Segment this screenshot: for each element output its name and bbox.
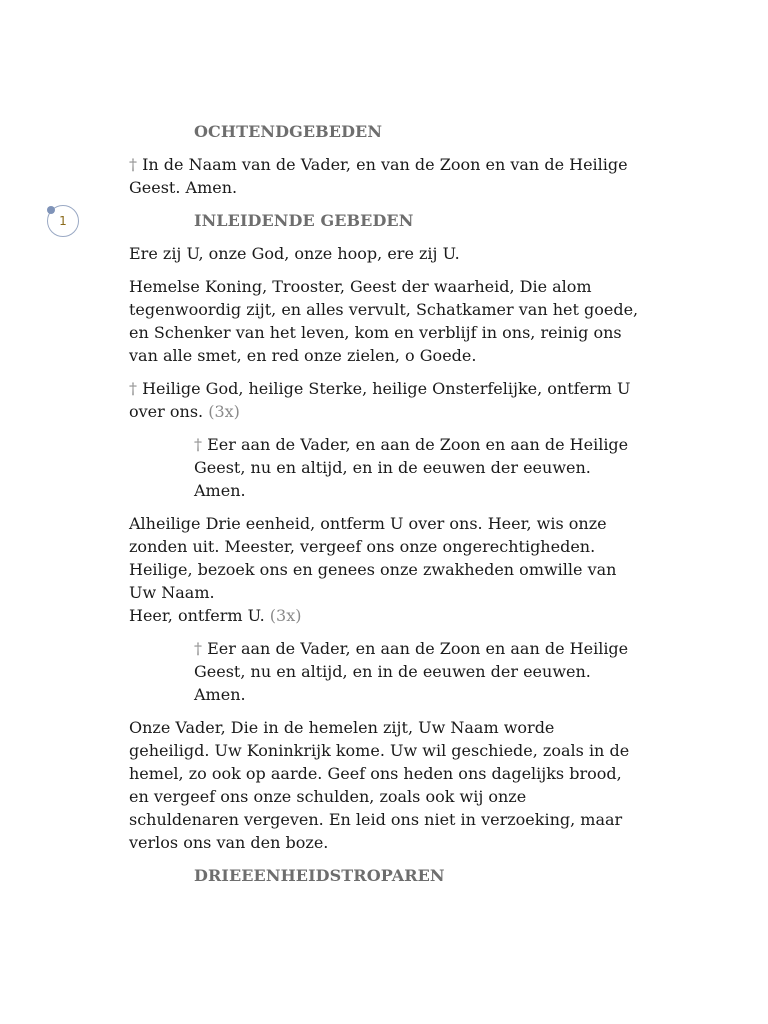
heavenly-king-prayer: Hemelse Koning, Trooster, Geest der waarheid, Die alom tegenwoordig zijt, en alles vervult, Schatkamer van het goede, en Schenker van het leven, kom en verblijf in ons, reinig ons van alle smet, en red onze zielen, o Goede. (129, 277, 639, 365)
badge-dot-icon (47, 206, 55, 214)
cross-icon: † (194, 435, 202, 454)
heading-morning-prayers: OCHTENDGEBEDEN (194, 122, 383, 141)
glory-line: Ere zij U, onze God, onze hoop, ere zij U. (129, 244, 460, 263)
lord-have-mercy-text: Heer, ontferm U. (129, 606, 265, 625)
glory-be-text-1: Eer aan de Vader, en aan de Zoon en aan de Heilige Geest, nu en altijd, en in de eeuwen der eeuwen. Amen. (194, 435, 629, 500)
trinity-prayer (129, 512, 639, 627)
our-father-prayer: Onze Vader, Die in de hemelen zijt, Uw Naam worde geheiligd. Uw Koninkrijk kome. Uw wil geschiede, zoals in de hemel, zo ook op aarde. Geef ons heden ons dagelijks brood, en vergeef ons onze schulden, zoals ook wij onze schuldenaren vergeven. En leid ons niet in verzoeking, maar verlos ons van den boze. (129, 718, 630, 852)
trinity-prayer-text: Alheilige Drie eenheid, ontferm U over ons. Heer, wis onze zonden uit. Meester, vergeef ons onze ongerechtigheden. Heilige, bezoek ons en genees onze zwakheden omwille van Uw Naam. (129, 514, 617, 602)
glory-be-prayer-1 (129, 433, 639, 502)
repeat-marker: (3x) (203, 402, 240, 421)
document-page (129, 120, 639, 897)
trisagion-prayer (129, 377, 639, 423)
heading-introductory-prayers: INLEIDENDE GEBEDEN (194, 211, 414, 230)
lord-have-mercy-line (129, 604, 639, 627)
cross-icon: † (129, 379, 137, 398)
page-number-label: 1 (59, 214, 67, 228)
cross-icon: † (129, 155, 137, 174)
opening-text: In de Naam van de Vader, en van de Zoon en van de Heilige Geest. Amen. (129, 155, 628, 197)
repeat-marker: (3x) (264, 606, 302, 625)
heading-trinity-troparia: DRIEEENHEIDSTROPAREN (194, 866, 445, 885)
glory-be-prayer-2 (129, 637, 639, 706)
opening-invocation (129, 153, 639, 199)
glory-be-text-2: Eer aan de Vader, en aan de Zoon en aan de Heilige Geest, nu en altijd, en in de eeuwen der eeuwen. Amen. (194, 639, 629, 704)
trisagion-text: Heilige God, heilige Sterke, heilige Onsterfelijke, ontferm U over ons. (129, 379, 631, 421)
cross-icon: † (194, 639, 202, 658)
